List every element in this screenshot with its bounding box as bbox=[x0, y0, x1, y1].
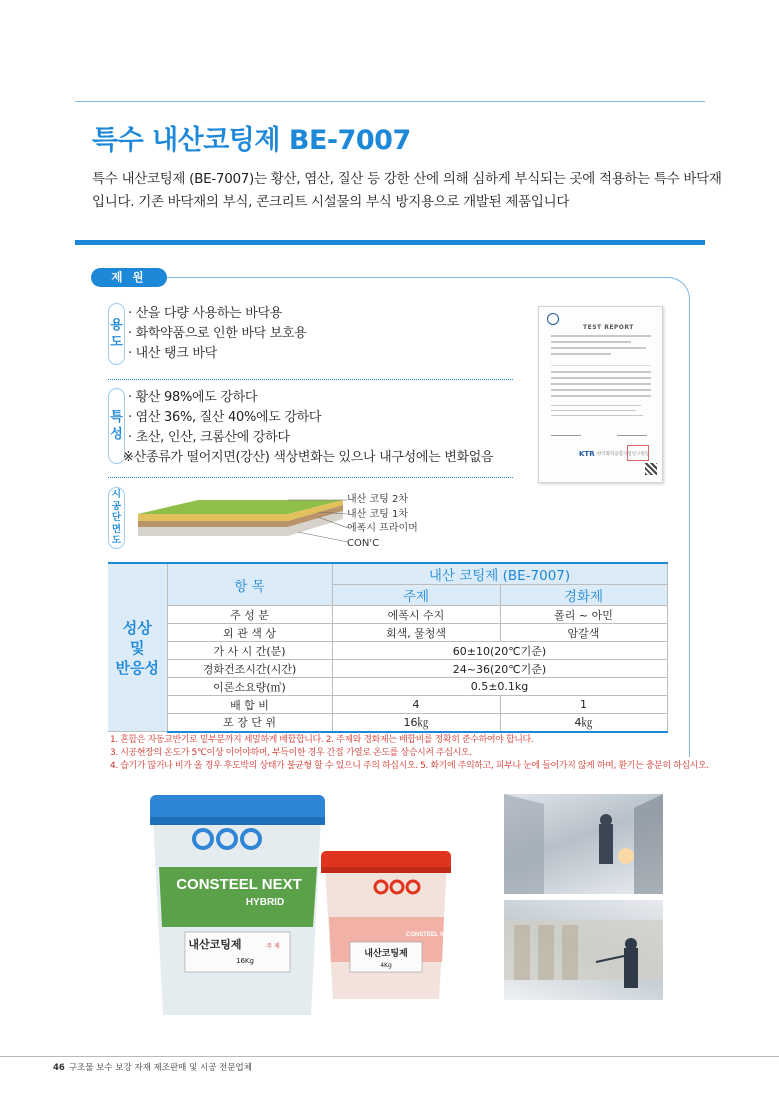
note-line: 3. 시공현장의 온도가 5℃이상 이어야하며, 부득이한 경우 간접 가열로 온도를 상승시켜 주십시오. bbox=[110, 748, 472, 758]
table-row bbox=[108, 678, 667, 696]
table-row bbox=[108, 606, 667, 624]
dotted-divider bbox=[108, 379, 513, 380]
top-rule bbox=[75, 101, 705, 102]
usage-notes bbox=[110, 734, 709, 773]
page-title: 특수 내산코팅제 BE-7007 bbox=[92, 125, 411, 156]
spec-pill-line bbox=[165, 277, 670, 278]
row-main: 회색, 물청색 bbox=[332, 624, 500, 642]
row-hardener: 1 bbox=[500, 696, 667, 714]
intro-line: 입니다. 기존 바닥재의 부식, 콘크리트 시설물의 부식 방지용으로 개발된 제품입니다 bbox=[92, 194, 570, 210]
row-item: 경화건조시간(시간) bbox=[167, 660, 332, 678]
cert-seal bbox=[627, 445, 649, 461]
col-main-header: 주제 bbox=[332, 585, 500, 606]
application-photo-2 bbox=[504, 900, 663, 1000]
row-item: 이론소요량(㎡) bbox=[167, 678, 332, 696]
usage-item: · 내산 탱크 바닥 bbox=[128, 346, 217, 361]
section-label-char: 공 bbox=[111, 500, 122, 512]
row-merged: 0.5±0.1kg bbox=[332, 678, 667, 696]
section-label-char: 도 bbox=[111, 535, 122, 547]
big-bucket-brand: CONSTEEL NEXT bbox=[176, 876, 302, 893]
group-label-line: 반응성 bbox=[115, 658, 159, 677]
feature-item: · 황산 98%에도 강하다 bbox=[128, 390, 258, 405]
layer-label: 내산 코팅 2차 bbox=[347, 494, 409, 505]
col-item-header: 항 목 bbox=[167, 563, 332, 606]
layer-cross-section bbox=[138, 494, 348, 546]
group-label-line: 성상 bbox=[122, 618, 152, 637]
table-row bbox=[108, 660, 667, 678]
group-label-line: 및 bbox=[130, 638, 145, 657]
small-bucket-brand: CONSTEEL NEXT bbox=[405, 932, 457, 938]
row-hardener: 폴리 ~ 아민 bbox=[500, 606, 667, 624]
table-row bbox=[108, 696, 667, 714]
row-item: 주 성 분 bbox=[167, 606, 332, 624]
feature-note: ※산종류가 떨어지면(강산) 색상변화는 있으나 내구성에는 변화없음 bbox=[123, 450, 494, 465]
feature-item: · 초산, 인산, 크롬산에 강하다 bbox=[128, 430, 290, 445]
usage-list bbox=[128, 304, 307, 364]
product-header: 내산 코팅제 (BE-7007) bbox=[332, 563, 667, 585]
test-report-certificate bbox=[538, 306, 663, 483]
cert-issuer: 한국화학융합시험연구원장 bbox=[597, 452, 650, 457]
section-divider bbox=[75, 240, 705, 245]
layer-label: CON'C bbox=[347, 537, 380, 549]
row-item: 가 사 시 간(분) bbox=[167, 642, 332, 660]
row-item: 포 장 단 위 bbox=[167, 714, 332, 732]
features-label-char: 성 bbox=[110, 427, 123, 442]
row-merged: 60±10(20℃기준) bbox=[332, 642, 667, 660]
row-merged: 24~36(20℃기준) bbox=[332, 660, 667, 678]
row-item: 배 합 비 bbox=[167, 696, 332, 714]
cert-title: TEST REPORT bbox=[583, 324, 634, 331]
big-bucket-weight: 16Kg bbox=[236, 957, 254, 965]
row-main: 4 bbox=[332, 696, 500, 714]
worker-figure bbox=[624, 948, 638, 988]
features-list bbox=[123, 388, 494, 468]
col-hardener-header: 경화제 bbox=[500, 585, 667, 606]
table-row bbox=[108, 624, 667, 642]
note-line: 1. 혼합은 자동교반기로 밑부분까지 세밀하게 배합합니다. 2. 주제와 경화제는 배합비를 정확히 준수하여야 합니다. bbox=[110, 735, 534, 745]
row-item: 외 관 색 상 bbox=[167, 624, 332, 642]
table-row bbox=[108, 642, 667, 660]
small-bucket-product-name: 내산코팅제 bbox=[364, 949, 408, 959]
qr-code-icon bbox=[645, 463, 657, 475]
section-diagram-label bbox=[108, 487, 125, 549]
spec-section-label: 제 원 bbox=[91, 268, 167, 287]
application-photo-1 bbox=[504, 794, 663, 894]
page-footer bbox=[53, 1061, 252, 1073]
row-hardener: 암갈색 bbox=[500, 624, 667, 642]
usage-item: · 화학약품으로 인한 바닥 보호용 bbox=[128, 326, 307, 341]
intro-paragraph bbox=[92, 168, 722, 214]
layer-labels bbox=[347, 493, 418, 551]
row-hardener: 4㎏ bbox=[500, 714, 667, 732]
worker-figure bbox=[599, 824, 613, 864]
section-label-char: 면 bbox=[111, 523, 122, 535]
usage-label bbox=[108, 303, 125, 365]
row-main: 16㎏ bbox=[332, 714, 500, 732]
layer-label: 내산 코팅 1차 bbox=[347, 508, 409, 520]
footer-rule bbox=[0, 1056, 779, 1057]
intro-line: 특수 내산코팅제 (BE-7007)는 황산, 염산, 질산 등 강한 산에 의해 심하게 부식되는 곳에 적용하는 특수 바닥재 bbox=[92, 171, 722, 187]
small-bucket-weight: 4Kg bbox=[380, 962, 392, 969]
usage-label-char: 용 bbox=[110, 318, 123, 333]
note-line: 4. 습기가 많거나 비가 올 경우 후도박의 상태가 불균형 할 수 있으니 주의 하십시오. 5. 화기에 주의하고, 피부나 눈에 들어가지 않게 하며, 환기는 충분히 하십시오. bbox=[110, 761, 709, 771]
usage-item: · 산을 다량 사용하는 바닥용 bbox=[128, 306, 282, 321]
product-buckets-image bbox=[145, 787, 495, 1027]
usage-label-char: 도 bbox=[110, 335, 123, 350]
feature-item: · 염산 36%, 질산 40%에도 강하다 bbox=[128, 410, 322, 425]
spec-table bbox=[108, 562, 668, 733]
ktr-logo: KTR bbox=[579, 450, 595, 458]
big-bucket-tag: 주 제 bbox=[266, 943, 280, 950]
table-group-label bbox=[108, 563, 167, 732]
torch-glow bbox=[618, 848, 634, 864]
big-bucket-product-name: 내산코팅제 bbox=[188, 938, 242, 951]
table-row bbox=[108, 714, 667, 732]
footer-text: 구조물 보수 보강 자재 제조판매 및 시공 전문업체 bbox=[68, 1063, 252, 1073]
row-main: 에폭시 수지 bbox=[332, 606, 500, 624]
section-label-char: 시 bbox=[111, 489, 122, 501]
cert-badge-icon bbox=[547, 313, 559, 325]
section-label-char: 단 bbox=[111, 512, 122, 524]
page-number: 46 bbox=[53, 1063, 65, 1073]
features-label-char: 특 bbox=[110, 410, 123, 425]
dotted-divider bbox=[108, 477, 513, 478]
layer-label: 에폭시 프라이머 bbox=[347, 523, 418, 534]
big-bucket-sub: HYBRID bbox=[245, 897, 285, 908]
